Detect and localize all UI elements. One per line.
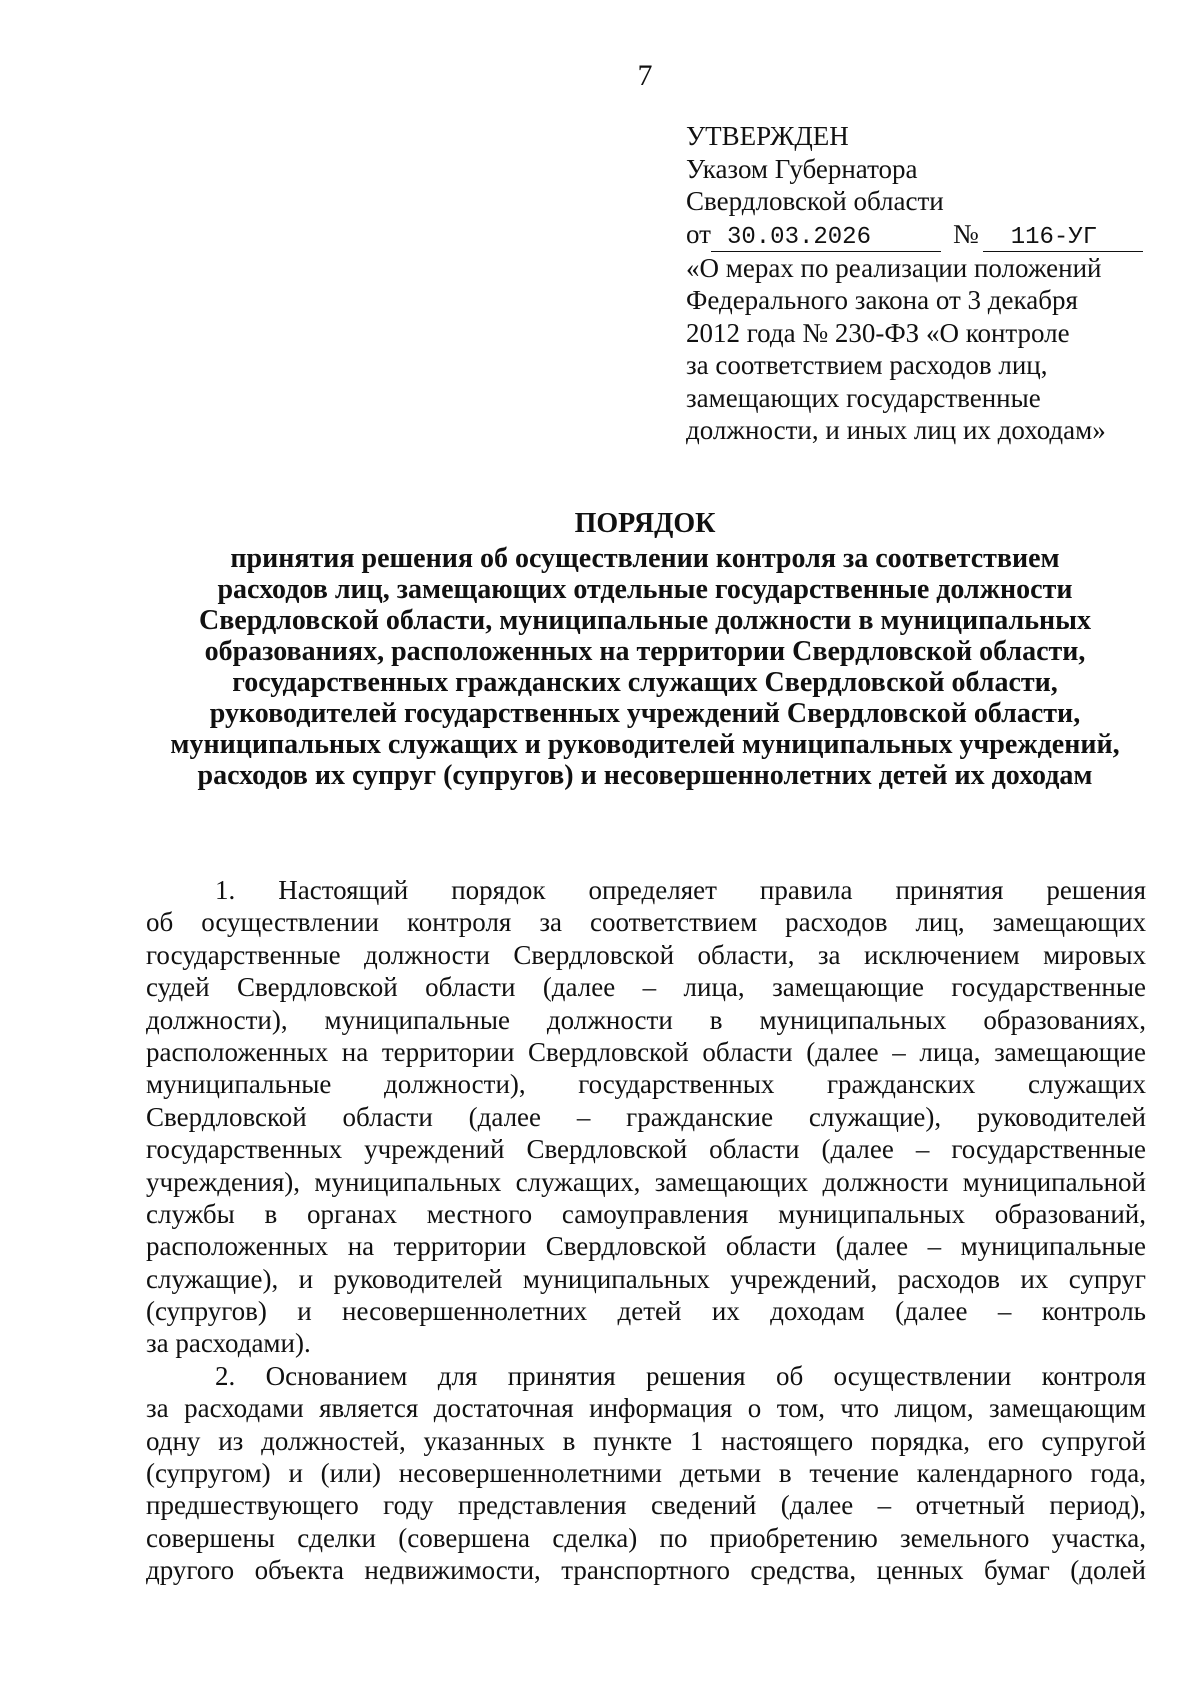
body-line: Свердловской области (далее – гражданские служащие), руководителей bbox=[146, 1101, 1146, 1132]
body-line: за расходами). bbox=[146, 1328, 311, 1359]
title-subtitle-line: руководителей государственных учреждений Свердловской области, bbox=[209, 698, 1081, 729]
approval-block bbox=[686, 120, 1186, 447]
decree-title-line: должности, и иных лиц их доходам» bbox=[686, 415, 1106, 445]
decree-title-line: замещающих государственные bbox=[686, 382, 1041, 413]
number-prefix: № bbox=[952, 218, 979, 249]
body-line: предшествующего году представления сведений (далее – отчетный период), bbox=[146, 1490, 1146, 1521]
body-line: 2. Основанием для принятия решения об осуществлении контроля bbox=[215, 1360, 1146, 1391]
body-line: судей Свердловской области (далее – лица, замещающие государственные bbox=[146, 972, 1146, 1003]
body-line: совершены сделки (совершена сделка) по приобретению земельного участка, bbox=[146, 1522, 1146, 1553]
body-line: учреждения), муниципальных служащих, замещающих должности муниципальной bbox=[146, 1166, 1146, 1197]
body-line: за расходами является достаточная информация о том, что лицом, замещающим bbox=[146, 1393, 1146, 1424]
approval-line: Указом Губернатора bbox=[686, 153, 918, 184]
body-line: государственных учреждений Свердловской области (далее – государственные bbox=[146, 1134, 1146, 1165]
body-line: служащие), и руководителей муниципальных учреждений, расходов их супруг bbox=[146, 1263, 1146, 1294]
body-line: об осуществлении контроля за соответствием расходов лиц, замещающих bbox=[146, 907, 1146, 938]
body-line: должности), муниципальные должности в муниципальных образованиях, bbox=[146, 1004, 1146, 1035]
approval-line: Свердловской области bbox=[686, 186, 944, 216]
decree-date: 30.03.2026 bbox=[711, 225, 941, 252]
page-number: 7 bbox=[637, 59, 653, 92]
title-subtitle-line: расходов их супруг (супругов) и несовершеннолетних детей их доходам bbox=[197, 760, 1093, 791]
title-subtitle-line: Свердловской области, муниципальные должности в муниципальных bbox=[198, 605, 1092, 636]
body-line: службы в органах местного самоуправления муниципальных образований, bbox=[146, 1198, 1146, 1229]
document-title bbox=[130, 508, 1160, 791]
decree-title-line: 2012 года № 230-ФЗ «О контроле bbox=[686, 317, 1070, 348]
decree-title-line: за соответствием расходов лиц, bbox=[686, 350, 1048, 380]
body-line: другого объекта недвижимости, транспортного средства, ценных бумаг (долей bbox=[146, 1555, 1146, 1586]
document-body bbox=[146, 874, 1146, 1587]
body-line: расположенных на территории Свердловской области (далее – лица, замещающие bbox=[146, 1036, 1146, 1067]
body-line: муниципальные должности), государственных гражданских служащих bbox=[146, 1069, 1146, 1100]
title-subtitle-line: расходов лиц, замещающих отдельные государственные должности bbox=[217, 574, 1073, 605]
body-line: расположенных на территории Свердловской области (далее – муниципальные bbox=[146, 1231, 1146, 1262]
decree-number: 116-УГ bbox=[983, 225, 1143, 252]
title-heading: ПОРЯДОК bbox=[574, 508, 716, 539]
body-line: государственные должности Свердловской области, за исключением мировых bbox=[146, 939, 1146, 970]
title-subtitle-line: образованиях, расположенных на территории Свердловской области, bbox=[204, 636, 1086, 667]
title-subtitle-line: муниципальных служащих и руководителей муниципальных учреждений, bbox=[170, 729, 1120, 760]
body-line: (супругом) и (или) несовершеннолетними детьми в течение календарного года, bbox=[146, 1458, 1146, 1489]
body-line: (супругов) и несовершеннолетних детей их доходам (далее – контроль bbox=[146, 1296, 1146, 1327]
date-prefix: от bbox=[686, 218, 711, 249]
title-subtitle-line: принятия решения об осуществлении контроля за соответствием bbox=[230, 543, 1060, 574]
decree-title-line: Федерального закона от 3 декабря bbox=[686, 285, 1078, 315]
title-subtitle-line: государственных гражданских служащих Свердловской области, bbox=[232, 667, 1058, 698]
approval-date-line bbox=[686, 218, 1186, 252]
body-line: 1. Настоящий порядок определяет правила принятия решения bbox=[215, 875, 1146, 905]
body-line: одну из должностей, указанных в пункте 1 настоящего порядка, его супругой bbox=[146, 1425, 1146, 1456]
approval-line: УТВЕРЖДЕН bbox=[686, 121, 849, 151]
decree-title-line: «О мерах по реализации положений bbox=[686, 252, 1102, 283]
